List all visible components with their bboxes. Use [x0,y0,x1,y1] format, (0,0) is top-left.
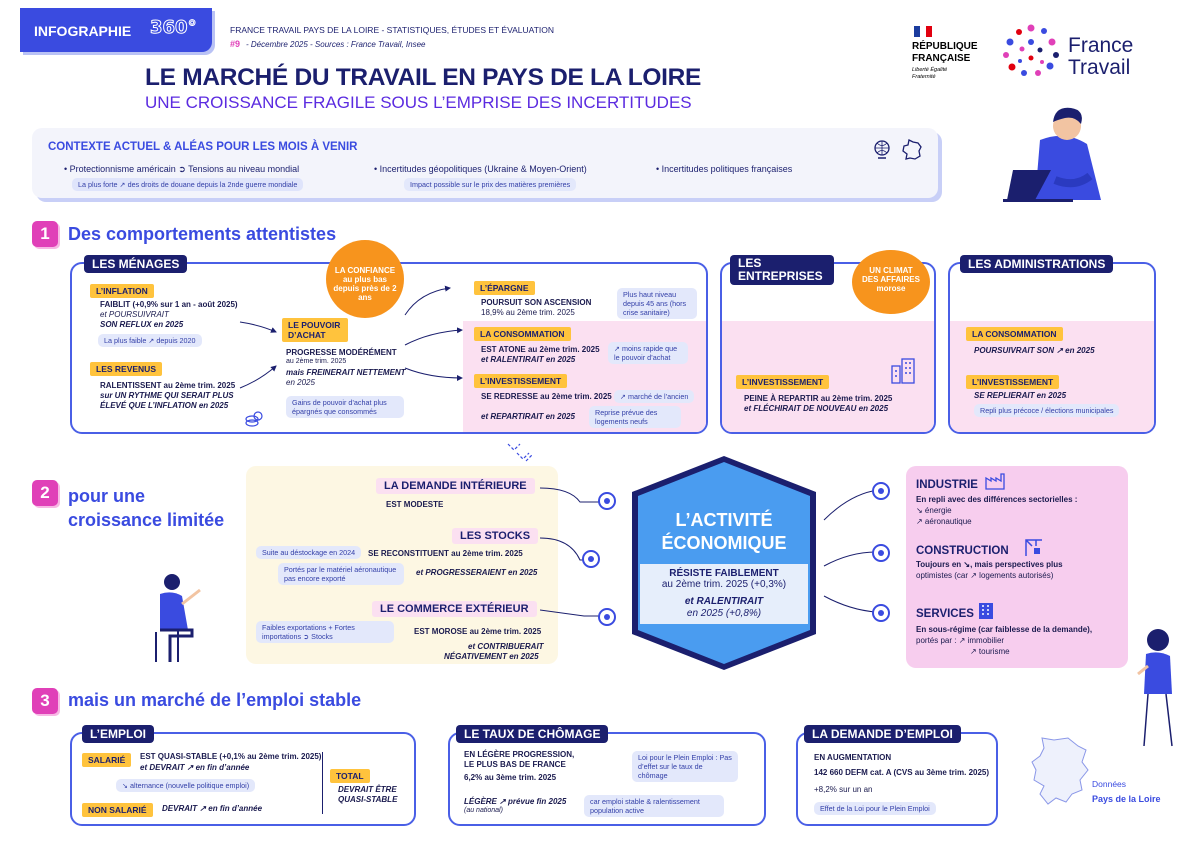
sitting-person-illustration [148,570,218,664]
confiance-text: LA CONFIANCE au plus bas depuis près de 2 ans [333,266,397,302]
conso-line-2: et RALENTIRAIT en 2025 [481,355,576,364]
adm-invest-pill: Repli plus précoce / élections municipales [974,404,1119,417]
total-line-2: QUASI-STABLE [338,795,398,804]
services-line-3: ↗ tourisme [970,647,1010,656]
chomage-line-2: LE PLUS BAS DE FRANCE [464,760,566,769]
demande-line-1: EST MODESTE [386,500,444,509]
stocks-tag: LES STOCKS [452,528,538,544]
chomage-tag: LE TAUX DE CHÔMAGE [456,725,608,743]
france-travail-word-2: Travail [1068,56,1131,79]
inflation-line-1: FAIBLIT (+0,9% sur 1 an - août 2025) [100,300,238,309]
revenus-line-3: ÉLEVÉ QUE L’INFLATION en 2025 [100,401,229,410]
total-divider [322,752,323,814]
stocks-pill-1: Suite au déstockage en 2024 [256,546,361,559]
bullet-construction [872,544,890,562]
activite-line-4: en 2025 (+0,8%) [686,608,762,619]
page-subtitle: UNE CROISSANCE FRAGILE SOUS L’EMPRISE DES INCERTITUDES [145,93,692,112]
commerce-line-1: EST MOROSE au 2ème trim. 2025 [414,627,542,636]
epargne-tag: L’ÉPARGNE [474,281,535,295]
ent-invest-line-2: et FLÉCHIRAIT DE NOUVEAU en 2025 [744,404,889,413]
services-line-2: portés par : ↗ immobilier [916,636,1005,645]
demande-emploi-line-2-text: 142 660 DEFM cat. A (CVS au 3ème trim. 2025) [814,768,990,777]
badge-360: 360° [150,17,197,38]
activite-line-1: RÉSISTE FAIBLEMENT [669,568,779,579]
rf-line-1: RÉPUBLIQUE [912,41,978,52]
crane-icon [1022,536,1044,558]
chomage-line-3: 6,2% au 3ème trim. 2025 [464,773,557,782]
activite-hexagon [624,452,824,674]
chomage-line-5: (au national) [464,807,503,814]
office-building-icon [976,600,996,620]
connector-lines-right [820,480,910,620]
source-line-1: FRANCE TRAVAIL PAYS DE LA LOIRE - STATISTIQUES, ÉTUDES ET ÉVALUATION [230,25,555,35]
adm-invest-line-1: SE REPLIERAIT en 2025 [974,391,1067,400]
source-line-2: - Décembre 2025 - Sources : France Travail, Insee [246,40,426,49]
rf-motto: Liberté Égalité Fraternité [912,67,948,80]
rf-line-2: FRANÇAISE [912,53,971,64]
non-salarie-tag: NON SALARIÉ [82,803,153,817]
total-line-1: DEVRAIT ÊTRE [338,785,397,794]
administrations-tag: LES ADMINISTRATIONS [960,255,1113,273]
climat-text: UN CLIMAT DES AFFAIRES morose [862,266,920,293]
factory-icon [984,472,1006,490]
badge-label: INFOGRAPHIE [34,23,132,39]
inflation-line-3: SON REFLUX en 2025 [100,320,184,329]
globe-icon [872,139,892,159]
context-item-1-text: Protectionnisme américain ➲ Tensions au niveau mondial [69,164,300,174]
context-item-2-text: Incertitudes géopolitiques (Ukraine & Moyen-Orient) [379,164,587,174]
context-title: CONTEXTE ACTUEL & ALÉAS POUR LES MOIS À VENIR [48,141,358,153]
pouvoir-pill: Gains de pouvoir d’achat plus épargnés que consommés [286,396,404,418]
non-salarie-line-1: DEVRAIT ↗ en fin d’année [162,804,263,813]
activite-title-2: ÉCONOMIQUE [661,533,787,553]
inflation-pill: La plus faible ↗ depuis 2020 [98,334,202,347]
page-title: LE MARCHÉ DU TRAVAIL EN PAYS DE LA LOIRE [145,64,702,91]
salarie-pill: ↘ alternance (nouvelle politique emploi) [116,779,255,792]
chomage-pill-1: Loi pour le Plein Emploi : Pas d’effet sur le taux de chômage [632,751,738,782]
context-item-2: • Incertitudes géopolitiques (Ukraine & Moyen-Orient) [374,164,587,174]
pouvoir-achat-tag: LE POUVOIR D’ACHAT [282,318,348,342]
woman-phone-illustration [1128,626,1184,750]
commerce-line-2: et CONTRIBUERAIT [468,642,544,651]
section-1-number: 1 [32,221,58,247]
donnees-label: Données [1092,779,1127,789]
epargne-pill: Plus haut niveau depuis 45 ans (hors crise sanitaire) [617,288,697,319]
context-item-3-text: Incertitudes politiques françaises [661,164,793,174]
inflation-tag: L’INFLATION [90,284,154,298]
adm-conso-line-1: POURSUIVRAIT SON ↗ en 2025 [974,346,1095,355]
bullet-stocks [582,550,600,568]
demande-emploi-line-3: +8,2% sur un an [814,785,873,794]
buildings-icon [890,356,918,384]
context-item-3: • Incertitudes politiques françaises [656,164,793,174]
construction-line-1: Toujours en ↘, mais perspectives plus [916,560,1063,569]
industrie-tag: INDUSTRIE [916,479,978,491]
adm-conso-tag: LA CONSOMMATION [966,327,1063,341]
pouvoir-line-1: PROGRESSE MODÉRÉMENT [286,348,397,357]
invest-pill-1: ↗ marché de l’ancien [614,390,694,403]
marianne-icon [914,26,932,37]
industrie-line-1: En repli avec des différences sectorielles : [916,495,1078,504]
menages-tag: LES MÉNAGES [84,255,187,273]
coins-icon [244,410,264,428]
revenus-line-1: RALENTISSENT au 2ème trim. 2025 [100,381,236,390]
investissement-tag: L’INVESTISSEMENT [474,374,567,388]
worker-laptop-illustration [995,100,1120,210]
section-2-title-2: croissance limitée [68,510,225,530]
section-2-number: 2 [32,480,58,506]
salarie-line-1: EST QUASI-STABLE (+0,1% au 2ème trim. 2025) [140,752,322,761]
services-tag: SERVICES [916,608,974,620]
bullet-services [872,604,890,622]
salarie-line-2: et DEVRAIT ↗ en fin d’année [140,763,250,772]
invest-line-2: et REPARTIRAIT en 2025 [481,412,575,421]
construction-line-2: optimistes (car ↗ logements autorisés) [916,571,1054,580]
pouvoir-line-2: au 2ème trim. 2025 [286,358,347,365]
emploi-tag: L’EMPLOI [82,725,154,743]
demande-emploi-tag: LA DEMANDE D’EMPLOI [804,725,961,743]
conso-line-1: EST ATONE au 2ème trim. 2025 [481,345,600,354]
section-3-title: mais un marché de l’emploi stable [68,690,362,710]
section-1-title: Des comportements attentistes [68,224,337,244]
flow-arrows-menages [230,270,470,400]
invest-line-1: SE REDRESSE au 2ème trim. 2025 [481,392,612,401]
services-line-1: En sous-régime (car faiblesse de la demande), [916,625,1093,634]
section-3-number: 3 [32,688,58,714]
epargne-line-1: POURSUIT SON ASCENSION [481,298,592,307]
construction-tag: CONSTRUCTION [916,545,1009,557]
demande-emploi-line-2 [814,768,989,777]
pouvoir-line-3: mais FREINERAIT NETTEMENT [286,368,406,377]
flow-chevron-icon [505,441,541,467]
bullet-commerce [598,608,616,626]
inflation-line-2: et POURSUIVRAIT [100,310,169,319]
activite-title-1: L’ACTIVITÉ [675,510,773,530]
salarie-tag: SALARIÉ [82,753,131,767]
commerce-line-3: NÉGATIVEMENT en 2025 [444,652,539,661]
context-pill-1: La plus forte ↗ des droits de douane depuis la 2nde guerre mondiale [72,178,303,191]
invest-pill-2: Reprise prévue des logements neufs [589,406,681,428]
france-travail-word-1: France [1068,34,1134,57]
region-label: Pays de la Loire [1092,794,1161,804]
france-travail-logo-icon [1000,22,1062,78]
pays-de-la-loire-map-icon [1024,734,1092,806]
chomage-line-4: LÉGÈRE ↗ prévue fin 2025 [464,797,567,806]
industrie-line-3: ↗ aéronautique [916,517,972,526]
bullet-industrie [872,482,890,500]
stocks-pill-2: Portés par le matériel aéronautique pas encore exporté [278,563,404,585]
chomage-pill-2: car emploi stable & ralentissement population active [584,795,724,817]
conso-pill: ↗ moins rapide que le pouvoir d’achat [608,342,688,364]
industrie-line-2: ↘ énergie [916,506,952,515]
revenus-tag: LES REVENUS [90,362,162,376]
activite-line-2: au 2ème trim. 2025 (+0,3%) [661,579,787,590]
demande-interieure-tag: LA DEMANDE INTÉRIEURE [376,478,535,494]
revenus-line-2: sur UN RYTHME QUI SERAIT PLUS [100,391,234,400]
stocks-line-2: et PROGRESSERAIENT en 2025 [416,568,538,577]
section-2-title-1: pour une [68,486,145,506]
demande-emploi-line-1: EN AUGMENTATION [814,753,892,762]
commerce-pill: Faibles exportations + Fortes importations ➲ Stocks [256,621,394,643]
context-item-1: • Protectionnisme américain ➲ Tensions au niveau mondial [64,164,300,174]
ent-invest-line-1: PEINE À REPARTIR au 2ème trim. 2025 [744,394,893,403]
commerce-exterieur-tag: LE COMMERCE EXTÉRIEUR [372,601,537,617]
pouvoir-line-4: en 2025 [286,378,315,387]
entreprises-tag: LES ENTREPRISES [730,255,834,285]
activite-line-3: et RALENTIRAIT [684,596,764,607]
stocks-line-1: SE RECONSTITUENT au 2ème trim. 2025 [368,549,523,558]
issue-number: #9 [230,39,241,49]
total-tag: TOTAL [330,769,370,783]
ent-invest-tag: L’INVESTISSEMENT [736,375,829,389]
demande-emploi-pill: Effet de la Loi pour le Plein Emploi [814,802,936,815]
epargne-line-2: 18,9% au 2ème trim. 2025 [481,308,575,317]
chomage-line-1: EN LÉGÈRE PROGRESSION, [464,750,575,759]
context-pill-2: Impact possible sur le prix des matières premières [404,178,576,191]
bullet-demande [598,492,616,510]
consommation-tag: LA CONSOMMATION [474,327,571,341]
adm-invest-tag: L’INVESTISSEMENT [966,375,1059,389]
france-map-icon [900,139,924,161]
